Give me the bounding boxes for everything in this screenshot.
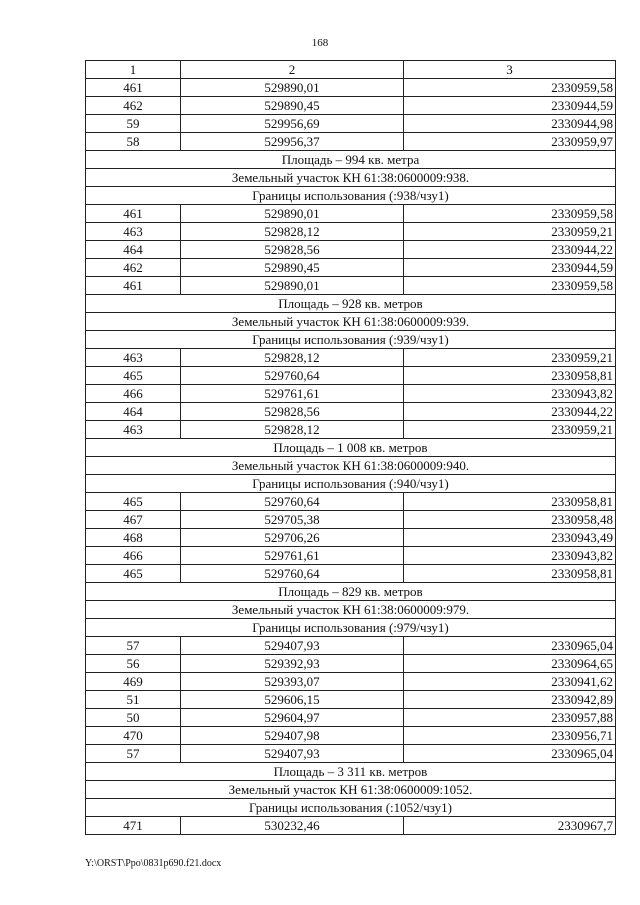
cell-point-number: 51 xyxy=(86,691,181,709)
cell-x-coordinate: 529828,12 xyxy=(181,349,404,367)
table-row xyxy=(86,385,616,403)
section-text: Границы использования (:938/чзу1) xyxy=(86,187,616,205)
cell-x-coordinate: 529890,01 xyxy=(181,277,404,295)
section-row xyxy=(86,781,616,799)
cell-x-coordinate: 529956,69 xyxy=(181,115,404,133)
cell-y-coordinate: 2330959,58 xyxy=(404,205,616,223)
section-text: Площадь – 994 кв. метра xyxy=(86,151,616,169)
section-text: Площадь – 1 008 кв. метров xyxy=(86,439,616,457)
cell-x-coordinate: 529828,56 xyxy=(181,403,404,421)
table-row xyxy=(86,637,616,655)
section-row xyxy=(86,439,616,457)
cell-y-coordinate: 2330959,21 xyxy=(404,349,616,367)
cell-point-number: 464 xyxy=(86,403,181,421)
table-row xyxy=(86,709,616,727)
cell-y-coordinate: 2330943,82 xyxy=(404,547,616,565)
cell-y-coordinate: 2330943,82 xyxy=(404,385,616,403)
table-row xyxy=(86,349,616,367)
section-text: Границы использования (:940/чзу1) xyxy=(86,475,616,493)
table-row xyxy=(86,205,616,223)
section-row xyxy=(86,763,616,781)
section-text: Границы использования (:979/чзу1) xyxy=(86,619,616,637)
section-row xyxy=(86,457,616,475)
cell-point-number: 59 xyxy=(86,115,181,133)
cell-y-coordinate: 2330943,49 xyxy=(404,529,616,547)
cell-x-coordinate: 529407,98 xyxy=(181,727,404,745)
cell-y-coordinate: 2330958,81 xyxy=(404,367,616,385)
section-row xyxy=(86,151,616,169)
table-row xyxy=(86,493,616,511)
cell-y-coordinate: 2330944,22 xyxy=(404,241,616,259)
cell-x-coordinate: 529760,64 xyxy=(181,367,404,385)
cell-y-coordinate: 2330959,58 xyxy=(404,79,616,97)
section-row xyxy=(86,475,616,493)
section-row xyxy=(86,313,616,331)
cell-point-number: 461 xyxy=(86,205,181,223)
cell-x-coordinate: 529890,01 xyxy=(181,79,404,97)
table-header-row xyxy=(86,61,616,79)
cell-x-coordinate: 529407,93 xyxy=(181,745,404,763)
table-row xyxy=(86,97,616,115)
cell-x-coordinate: 529890,01 xyxy=(181,205,404,223)
cell-point-number: 462 xyxy=(86,259,181,277)
section-row xyxy=(86,601,616,619)
cell-y-coordinate: 2330956,71 xyxy=(404,727,616,745)
cell-x-coordinate: 529407,93 xyxy=(181,637,404,655)
cell-point-number: 58 xyxy=(86,133,181,151)
cell-y-coordinate: 2330944,22 xyxy=(404,403,616,421)
cell-point-number: 470 xyxy=(86,727,181,745)
cell-point-number: 466 xyxy=(86,547,181,565)
cell-point-number: 57 xyxy=(86,745,181,763)
table-row xyxy=(86,547,616,565)
section-text: Площадь – 829 кв. метров xyxy=(86,583,616,601)
section-row xyxy=(86,799,616,817)
table-row xyxy=(86,223,616,241)
section-row xyxy=(86,619,616,637)
column-header-y: 3 xyxy=(404,61,616,79)
cell-x-coordinate: 529606,15 xyxy=(181,691,404,709)
cell-point-number: 463 xyxy=(86,223,181,241)
section-text: Земельный участок КН 61:38:0600009:938. xyxy=(86,169,616,187)
section-row xyxy=(86,169,616,187)
cell-y-coordinate: 2330964,65 xyxy=(404,655,616,673)
table-row xyxy=(86,367,616,385)
cell-y-coordinate: 2330958,81 xyxy=(404,565,616,583)
cell-y-coordinate: 2330942,89 xyxy=(404,691,616,709)
cell-y-coordinate: 2330967,7 xyxy=(404,817,616,835)
table-row xyxy=(86,817,616,835)
section-row xyxy=(86,187,616,205)
cell-x-coordinate: 529705,38 xyxy=(181,511,404,529)
cell-point-number: 467 xyxy=(86,511,181,529)
section-text: Земельный участок КН 61:38:0600009:1052. xyxy=(86,781,616,799)
cell-x-coordinate: 529828,56 xyxy=(181,241,404,259)
cell-x-coordinate: 529828,12 xyxy=(181,223,404,241)
cell-point-number: 463 xyxy=(86,349,181,367)
cell-x-coordinate: 529890,45 xyxy=(181,97,404,115)
cell-y-coordinate: 2330957,88 xyxy=(404,709,616,727)
column-header-x: 2 xyxy=(181,61,404,79)
table-row xyxy=(86,421,616,439)
cell-y-coordinate: 2330944,59 xyxy=(404,97,616,115)
cell-y-coordinate: 2330959,58 xyxy=(404,277,616,295)
table-row xyxy=(86,691,616,709)
cell-point-number: 50 xyxy=(86,709,181,727)
section-text: Земельный участок КН 61:38:0600009:979. xyxy=(86,601,616,619)
cell-point-number: 465 xyxy=(86,565,181,583)
cell-x-coordinate: 529760,64 xyxy=(181,493,404,511)
cell-point-number: 461 xyxy=(86,277,181,295)
cell-y-coordinate: 2330965,04 xyxy=(404,637,616,655)
section-text: Границы использования (:1052/чзу1) xyxy=(86,799,616,817)
section-row xyxy=(86,583,616,601)
cell-x-coordinate: 529604,97 xyxy=(181,709,404,727)
table-row xyxy=(86,403,616,421)
cell-y-coordinate: 2330944,98 xyxy=(404,115,616,133)
cell-y-coordinate: 2330959,97 xyxy=(404,133,616,151)
column-header-point: 1 xyxy=(86,61,181,79)
table-row xyxy=(86,673,616,691)
cell-x-coordinate: 529761,61 xyxy=(181,547,404,565)
coordinates-table xyxy=(85,60,616,835)
cell-point-number: 463 xyxy=(86,421,181,439)
table-row xyxy=(86,259,616,277)
table-row xyxy=(86,115,616,133)
cell-y-coordinate: 2330944,59 xyxy=(404,259,616,277)
cell-point-number: 57 xyxy=(86,637,181,655)
cell-x-coordinate: 529706,26 xyxy=(181,529,404,547)
table-row xyxy=(86,277,616,295)
table-row xyxy=(86,565,616,583)
section-text: Площадь – 928 кв. метров xyxy=(86,295,616,313)
cell-x-coordinate: 529761,61 xyxy=(181,385,404,403)
footer-file-path: Y:\ORST\Ppo\0831p690.f21.docx xyxy=(85,858,222,869)
cell-x-coordinate: 529956,37 xyxy=(181,133,404,151)
cell-y-coordinate: 2330959,21 xyxy=(404,223,616,241)
cell-y-coordinate: 2330941,62 xyxy=(404,673,616,691)
cell-x-coordinate: 529392,93 xyxy=(181,655,404,673)
cell-point-number: 462 xyxy=(86,97,181,115)
cell-point-number: 464 xyxy=(86,241,181,259)
section-row xyxy=(86,331,616,349)
table-row xyxy=(86,79,616,97)
cell-y-coordinate: 2330959,21 xyxy=(404,421,616,439)
cell-point-number: 465 xyxy=(86,367,181,385)
cell-x-coordinate: 530232,46 xyxy=(181,817,404,835)
cell-point-number: 465 xyxy=(86,493,181,511)
table-row xyxy=(86,727,616,745)
section-text: Площадь – 3 311 кв. метров xyxy=(86,763,616,781)
cell-x-coordinate: 529890,45 xyxy=(181,259,404,277)
cell-point-number: 56 xyxy=(86,655,181,673)
cell-point-number: 471 xyxy=(86,817,181,835)
section-text: Границы использования (:939/чзу1) xyxy=(86,331,616,349)
cell-x-coordinate: 529393,07 xyxy=(181,673,404,691)
table-row xyxy=(86,655,616,673)
table-row xyxy=(86,745,616,763)
table-row xyxy=(86,511,616,529)
table-row xyxy=(86,133,616,151)
table-row xyxy=(86,241,616,259)
cell-point-number: 466 xyxy=(86,385,181,403)
cell-x-coordinate: 529828,12 xyxy=(181,421,404,439)
section-text: Земельный участок КН 61:38:0600009:939. xyxy=(86,313,616,331)
cell-y-coordinate: 2330965,04 xyxy=(404,745,616,763)
cell-point-number: 461 xyxy=(86,79,181,97)
cell-x-coordinate: 529760,64 xyxy=(181,565,404,583)
section-row xyxy=(86,295,616,313)
page-number: 168 xyxy=(311,37,329,49)
coordinates-table-body xyxy=(86,61,616,835)
cell-y-coordinate: 2330958,81 xyxy=(404,493,616,511)
cell-point-number: 468 xyxy=(86,529,181,547)
table-row xyxy=(86,529,616,547)
section-text: Земельный участок КН 61:38:0600009:940. xyxy=(86,457,616,475)
cell-point-number: 469 xyxy=(86,673,181,691)
cell-y-coordinate: 2330958,48 xyxy=(404,511,616,529)
